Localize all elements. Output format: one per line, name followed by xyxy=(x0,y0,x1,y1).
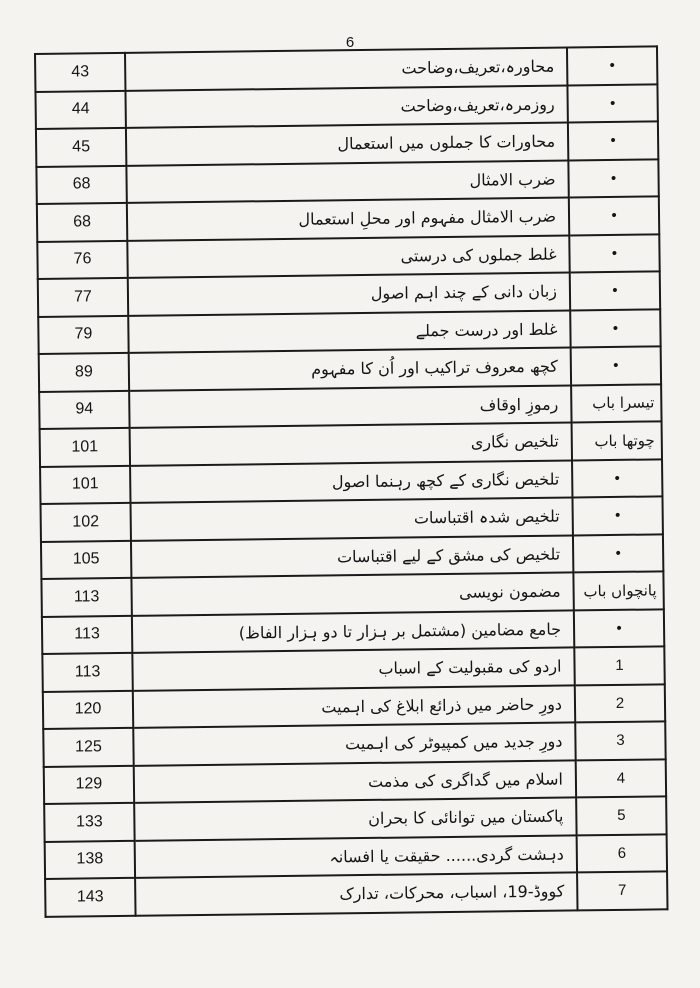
entry-title: محاورات کا جملوں میں استعمال xyxy=(126,122,568,165)
table-row xyxy=(45,871,667,916)
entry-title: مضمون نویسی xyxy=(131,572,573,615)
page-ref: 68 xyxy=(37,203,127,242)
bullet-marker: • xyxy=(569,196,659,235)
entry-title: ضرب الامثال مفہوم اور محلِ استعمال xyxy=(127,197,569,240)
toc-body xyxy=(35,46,667,916)
bullet-marker: • xyxy=(574,609,664,648)
bullet-marker: • xyxy=(573,534,663,573)
item-number: 1 xyxy=(574,646,664,685)
page-ref: 94 xyxy=(39,390,129,429)
bullet-marker: • xyxy=(567,84,657,123)
bullet-marker: • xyxy=(570,271,660,310)
entry-title: دورِ حاضر میں ذرائع ابلاغ کی اہمیت xyxy=(133,685,575,728)
bullet-marker: • xyxy=(570,309,660,348)
bullet-marker: • xyxy=(572,459,662,498)
page-ref: 138 xyxy=(45,840,135,879)
page-ref: 129 xyxy=(44,765,134,804)
entry-title: دورِ جدید میں کمپیوٹر کی اہمیت xyxy=(133,722,575,765)
entry-title: محاورہ،تعریف،وضاحت xyxy=(125,47,567,90)
page-ref: 105 xyxy=(41,540,131,579)
chapter-label: تیسرا باب xyxy=(571,384,661,423)
entry-title: کووڈ-19، اسباب، محرکات، تدارک xyxy=(135,872,577,915)
item-number: 6 xyxy=(577,834,667,873)
entry-title: تلخیص شدہ اقتباسات xyxy=(131,497,573,540)
entry-title: تلخیص نگاری xyxy=(130,422,572,465)
entry-title: پاکستان میں توانائی کا بحران xyxy=(134,797,576,840)
page-ref: 89 xyxy=(39,353,129,392)
entry-title: زبان دانی کے چند اہم اصول xyxy=(128,272,570,315)
page-ref: 143 xyxy=(45,878,135,917)
entry-title: غلط جملوں کی درستی xyxy=(127,235,569,278)
page-ref: 125 xyxy=(43,728,133,767)
page-ref: 79 xyxy=(38,315,128,354)
page-ref: 133 xyxy=(44,803,134,842)
bullet-marker: • xyxy=(568,159,658,198)
table-of-contents xyxy=(34,45,669,917)
item-number: 4 xyxy=(576,759,666,798)
page-ref: 43 xyxy=(35,53,125,92)
page-ref: 45 xyxy=(36,128,126,167)
page-ref: 44 xyxy=(35,90,125,129)
page-ref: 101 xyxy=(40,465,130,504)
entry-title: اسلام میں گداگری کی مذمت xyxy=(134,760,576,803)
entry-title: اردو کی مقبولیت کے اسباب xyxy=(132,647,574,690)
entry-title: دہشت گردی...... حقیقت یا افسانہ xyxy=(135,835,577,878)
bullet-marker: • xyxy=(572,496,662,535)
chapter-label: پانچواں باب xyxy=(573,571,663,610)
bullet-marker: • xyxy=(569,234,659,273)
chapter-label: چوتھا باب xyxy=(572,421,662,460)
item-number: 7 xyxy=(577,871,667,910)
entry-title: ضرب الامثال xyxy=(126,160,568,203)
page-ref: 113 xyxy=(42,615,132,654)
item-number: 5 xyxy=(576,796,666,835)
entry-title: تلخیص کی مشق کے لیے اقتباسات xyxy=(131,535,573,578)
page-ref: 113 xyxy=(41,578,131,617)
page-number: 6 xyxy=(345,34,355,51)
page-ref: 101 xyxy=(40,428,130,467)
page-ref: 113 xyxy=(42,653,132,692)
entry-title: غلط اور درست جملے xyxy=(128,310,570,353)
entry-title: روزمرہ،تعریف،وضاحت xyxy=(125,85,567,128)
page-ref: 120 xyxy=(43,690,133,729)
page-ref: 68 xyxy=(36,165,126,204)
page-ref: 102 xyxy=(41,503,131,542)
bullet-marker: • xyxy=(571,346,661,385)
page-ref: 77 xyxy=(38,278,128,317)
entry-title: تلخیص نگاری کے کچھ رہنما اصول xyxy=(130,460,572,503)
entry-title: جامع مضامین (مشتمل بر ہزار تا دو ہزار الفاظ) xyxy=(132,610,574,653)
entry-title: رموزِ اوقاف xyxy=(129,385,571,428)
entry-title: کچھ معروف تراکیب اور اُن کا مفہوم xyxy=(129,347,571,390)
item-number: 3 xyxy=(575,721,665,760)
bullet-marker: • xyxy=(568,121,658,160)
page-ref: 76 xyxy=(37,240,127,279)
item-number: 2 xyxy=(575,684,665,723)
bullet-marker: • xyxy=(567,46,657,85)
